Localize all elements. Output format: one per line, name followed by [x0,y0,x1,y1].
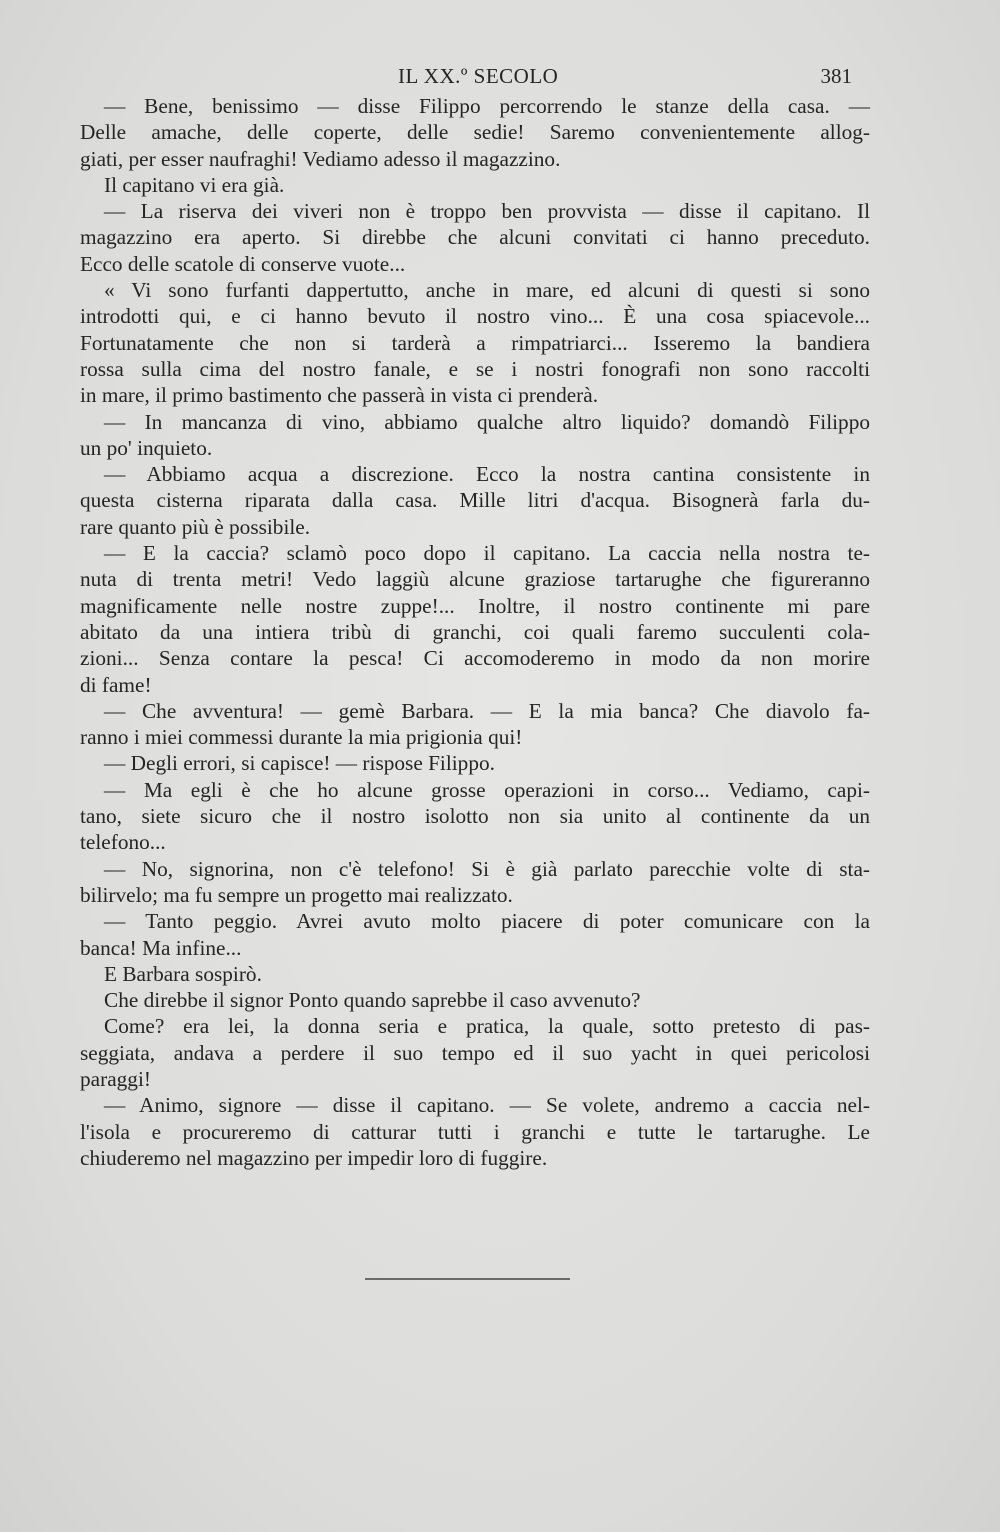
text-line: — Ma egli è che ho alcune grosse operazioni in corso... Vediamo, capi- [104,777,870,802]
text-line: in mare, il primo bastimento che passerà in vista ci prenderà. [80,383,599,408]
text-line: tano, siete sicuro che il nostro isolotto non sia unito al continente da un [80,804,870,829]
text-line: — E la caccia? sclamò poco dopo il capitano. La caccia nella nostra te- [104,541,870,566]
text-line: — Che avventura! — gemè Barbara. — E la mia banca? Che diavolo fa- [104,698,870,723]
end-rule [365,1278,570,1280]
page-number: 381 [820,64,852,88]
running-head [80,64,852,90]
text-line: banca! Ma infine... [80,935,242,960]
text-line: seggiata, andava a perdere il suo tempo ed il suo yacht in quei pericolosi [80,1040,870,1065]
text-line: nuta di trenta metri! Vedo laggiù alcune graziose tartarughe che figureranno [80,567,870,592]
text-line: paraggi! [80,1066,151,1091]
text-line: rare quanto più è possibile. [80,514,311,539]
text-line: un po' inquieto. [80,435,213,460]
text-line: — Degli errori, si capisce! — rispose Filippo. [104,751,495,776]
text-line: Che direbbe il signor Ponto quando saprebbe il caso avvenuto? [104,988,641,1013]
running-title: IL XX.º SECOLO [398,64,559,88]
text-line: Delle amache, delle coperte, delle sedie! Saremo convenientemente allog- [80,120,870,145]
text-line: abitato da una intiera tribù di granchi, coi quali faremo succulenti cola- [80,619,870,644]
text-line: « Vi sono furfanti dappertutto, anche in mare, ed alcuni di questi si sono [104,278,870,303]
text-line: zioni... Senza contare la pesca! Ci accomoderemo in modo da non morire [80,646,870,671]
text-line: rossa sulla cima del nostro fanale, e se i nostri fonografi non sono raccolti [80,356,870,381]
text-line: introdotti qui, e ci hanno bevuto il nostro vino... È una cosa spiacevole... [80,304,870,329]
text-line: bilirvelo; ma fu sempre un progetto mai realizzato. [80,882,513,907]
text-line: l'isola e procureremo di catturar tutti i granchi e tutte le tartarughe. Le [80,1119,870,1144]
text-line: magnificamente nelle nostre zuppe!... Inoltre, il nostro continente mi pare [80,593,870,618]
text-line: Ecco delle scatole di conserve vuote... [80,251,406,276]
text-line: — In mancanza di vino, abbiamo qualche altro liquido? domandò Filippo [104,409,870,434]
text-line: — La riserva dei viveri non è troppo ben provvista — disse il capitano. Il [104,199,870,224]
text-line: — Abbiamo acqua a discrezione. Ecco la nostra cantina consistente in [104,462,870,487]
text-line: di fame! [80,672,152,697]
text-line: questa cisterna riparata dalla casa. Mille litri d'acqua. Bisognerà farla du- [80,488,870,513]
text-line: magazzino era aperto. Si direbbe che alcuni convitati ci hanno preceduto. [80,225,870,250]
text-line: Il capitano vi era già. [104,172,285,197]
text-line: Fortunatamente che non si tarderà a rimpatriarci... Isseremo la bandiera [80,330,870,355]
text-line: ranno i miei commessi durante la mia prigionia qui! [80,725,523,750]
text-line: chiuderemo nel magazzino per impedir loro di fuggire. [80,1145,548,1170]
text-line: — Tanto peggio. Avrei avuto molto piacere di poter comunicare con la [104,909,870,934]
text-line: — Animo, signore — disse il capitano. — Se volete, andremo a caccia nel- [104,1093,870,1118]
text-line: — No, signorina, non c'è telefono! Si è già parlato parecchie volte di sta- [104,856,870,881]
text-line: telefono... [80,830,166,855]
text-line: E Barbara sospirò. [104,961,262,986]
text-line: giati, per esser naufraghi! Vediamo adesso il magazzino. [80,146,561,171]
text-line: — Bene, benissimo — disse Filippo percorrendo le stanze della casa. — [104,94,870,118]
body-text [80,93,870,1171]
text-line: Come? era lei, la donna seria e pratica, la quale, sotto pretesto di pas- [104,1014,870,1039]
